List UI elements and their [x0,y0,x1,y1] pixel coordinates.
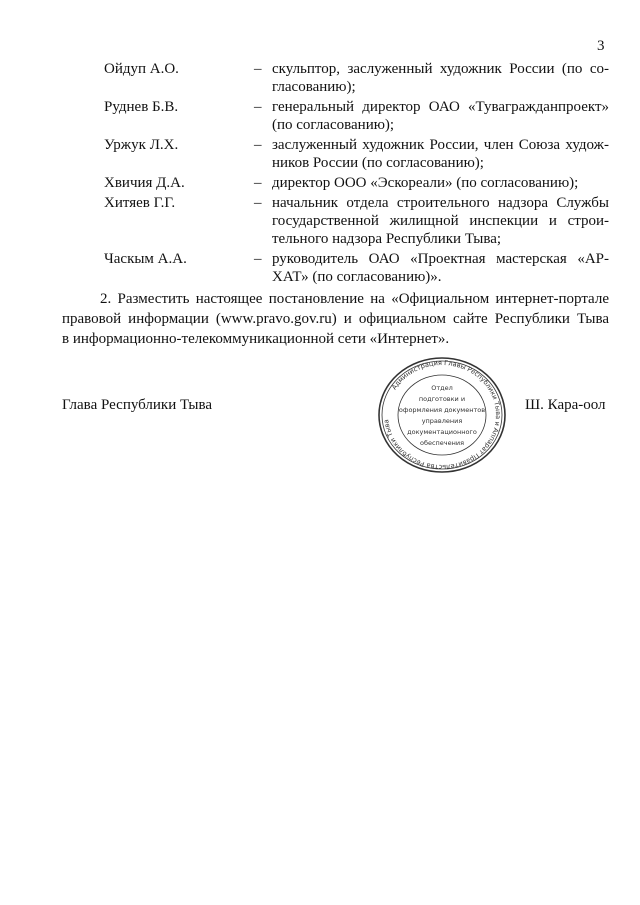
description-line: заслуженный художник России, член Союза худож- [272,137,609,153]
signer-name: Ш. Кара-оол [525,397,606,413]
member-name: Руднев Б.В. [104,99,179,115]
member-name: Ойдуп А.О. [104,61,179,77]
stamp-line: оформления документов [398,406,486,414]
member-row [104,174,609,192]
member-name: Хитяев Г.Г. [104,195,176,211]
member-dash: – [254,61,262,77]
description-line: начальник отдела строительного надзора Службы [272,195,609,211]
stamp-inner-text [399,384,485,447]
stamp-line: документационного [407,428,477,436]
paragraph-line: 2. Разместить настоящее постановление на «Официальном интернет-портале [100,291,609,307]
member-dash: – [254,195,262,211]
description-line: государственной жилищной инспекции и строи- [272,213,609,229]
description-line: генеральный директор ОАО «Тувагражданпроект» [272,99,609,115]
member-dash: – [254,175,262,191]
member-description [272,174,609,192]
member-row [104,136,609,172]
description-line: руководитель ОАО «Проектная мастерская «АР- [272,251,609,267]
official-stamp [376,356,508,474]
member-name: Уржук Л.Х. [104,137,179,153]
member-description [272,136,609,172]
description-line: ников России (по согласованию); [272,155,484,171]
member-row [104,98,609,134]
signer-title: Глава Республики Тыва [62,397,213,413]
member-name: Хвичия Д.А. [104,175,185,191]
stamp-line: подготовки и [418,395,466,403]
member-row [104,194,609,248]
member-description [272,60,609,96]
stamp-line: управления [421,417,463,425]
stamp-line: Отдел [431,384,453,392]
page-number: 3 [597,38,605,54]
description-line: ХАТ» (по согласованию)». [272,269,442,285]
member-row [104,60,609,96]
member-description [272,194,609,248]
description-line: тельного надзора Республики Тыва; [272,231,502,247]
description-line: скульптор, заслуженный художник России (по со- [272,61,609,77]
member-row [104,250,609,286]
member-description [272,98,609,134]
description-line: директор ООО «Эскореали» (по согласованию); [272,175,579,191]
member-list [104,60,609,288]
member-description [272,250,609,286]
member-dash: – [254,99,262,115]
member-dash: – [254,137,262,153]
stamp-line: обеспечения [419,439,465,447]
publication-paragraph [62,289,609,349]
member-name: Часкым А.А. [104,251,187,267]
paragraph-line: правовой информации (www.pravo.gov.ru) и официальном сайте Республики Тыва [62,311,609,327]
description-line: гласованию); [272,79,356,95]
member-dash: – [254,251,262,267]
description-line: (по согласованию); [272,117,395,133]
paragraph-line: в информационно-телекоммуникационной сети «Интернет». [62,331,450,347]
stamp-ring-text: Администрация Главы Республики Тыва и Аппарат Правительства Республики Тыва [382,358,503,472]
